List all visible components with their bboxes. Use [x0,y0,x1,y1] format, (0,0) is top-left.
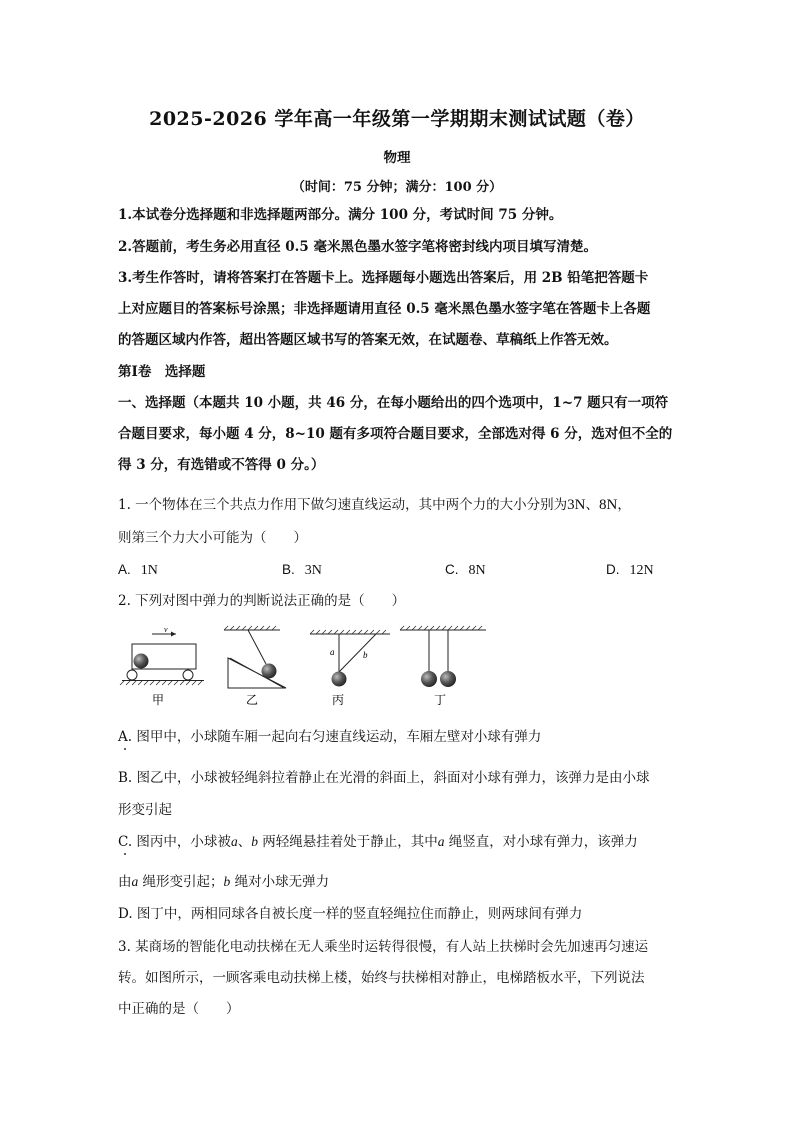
emphasis-dot [124,748,126,750]
option-letter: C. [445,562,459,577]
instruction-3-cont-1: 上对应题目的答案标号涂黑；非选择题请用直径 0.5 毫米黑色墨水签字笔在答题卡上各题 [118,301,651,317]
caption-ding: 丁 [434,693,447,707]
q2-option-b-line1[interactable]: B. 图乙中，小球被轻绳斜拉着静止在光滑的斜面上，斜面对小球有弹力，该弹力是由小球 [118,770,650,786]
q3-stem-line1: 3. 某商场的智能化电动扶梯在无人乘坐时运转得很慢，有人站上扶梯时会先加速再匀速运 [118,939,649,955]
q2-option-c-line1[interactable] [118,832,638,852]
q2-option-a[interactable]: A. 图甲中，小球随车厢一起向右匀速直线运动，车厢左壁对小球有弹力 [118,729,542,745]
q1-stem-line2: 则第三个力大小可能为（ ） [118,530,307,546]
part-label: 第Ⅰ卷 选择题 [118,364,206,380]
rope-a-ref: a [437,834,445,849]
caption-yi: 乙 [246,693,259,707]
time-info: （时间：75 分钟；满分：100 分） [291,180,503,195]
ball-icon [262,664,277,679]
ball-icon [332,672,347,687]
q2-figure [118,624,498,714]
figure-jia [120,625,204,707]
section-heading-2: 合题目要求，每小题 4 分，8~10 题有多项符合题目要求，全部选对得 6 分，选对但不全的 [118,426,673,442]
instruction-2: 2.答题前，考生务必用直径 0.5 毫米黑色墨水签字笔将密封线内项目填写清楚。 [118,239,597,255]
option-value: 1N [140,563,158,578]
figure-yi [224,626,286,707]
q1-force-a: 3N [567,497,586,513]
q1-option-c[interactable] [445,560,486,581]
q1-force-b: 8N [599,497,618,513]
option-text: 绳形变引起； [138,874,224,890]
instruction-1: 1.本试卷分选择题和非选择题两部分。满分 100 分，考试时间 75 分钟。 [118,207,563,223]
section-heading-1: 一、选择题（本题共 10 小题，共 46 分，在每小题给出的四个选项中，1~7 题只有一项符 [118,395,669,411]
q1-comma: ， [617,497,631,513]
option-value: 8N [468,563,486,578]
option-letter: B. [282,562,295,577]
ball-icon [421,671,437,687]
rope-a-ref: a [131,874,139,889]
wheel-icon [127,670,137,680]
velocity-label: v [164,625,168,634]
rope-b-ref: b [223,874,231,889]
ball-icon [134,654,149,669]
caption-bing: 丙 [332,693,345,707]
rope-a-label: a [330,647,335,657]
q1-option-b[interactable] [282,560,322,581]
instruction-3: 3.考生作答时，请将答案打在答题卡上。选择题每小题选出答案后，用 2B 铅笔把答题卡 [118,270,649,286]
subject-label: 物理 [383,150,411,166]
rope-a-ref: a [230,834,238,849]
rope-b-label: b [363,650,368,660]
option-letter: A. [118,562,131,577]
option-text: 、 [237,834,252,850]
option-value: 3N [304,563,322,578]
wheel-icon [183,670,193,680]
q1-option-d[interactable] [606,560,654,581]
option-value: 12N [629,563,654,578]
q1-separator: 、 [585,497,600,513]
q3-stem-line3: 中正确的是（ ） [118,1001,240,1017]
figure-bing [310,630,390,707]
ball-icon [440,671,456,687]
q2-option-b-line2: 形变引起 [118,802,172,818]
q2-option-c-line2 [118,872,329,892]
q1-stem-text: 1. 一个物体在三个共点力作用下做匀速直线运动，其中两个力的大小分别为 [118,497,568,513]
option-text: 由 [118,874,132,890]
option-letter: D. [606,562,620,577]
q1-stem-line1 [118,495,631,515]
page-title: 2025-2026 学年高一年级第一学期期末测试试题（卷） [149,108,645,130]
section-heading-3: 得 3 分，有选错或不答得 0 分。） [118,457,325,473]
q1-option-a[interactable] [118,560,158,581]
q3-stem-line2: 转。如图所示，一顾客乘电动扶梯上楼，始终与扶梯相对静止，电梯踏板水平，下列说法 [118,970,645,986]
option-text: C. 图丙中，小球被 [118,834,231,850]
figure-ding [400,626,486,707]
emphasis-dot [124,853,126,855]
option-text: 绳竖直，对小球有弹力，该弹力 [444,834,638,850]
option-text: 两轻绳悬挂着处于静止，其中 [257,834,438,850]
instruction-3-cont-2: 的答题区域内作答，超出答题区域书写的答案无效，在试题卷、草稿纸上作答无效。 [118,332,618,348]
q2-option-d[interactable]: D. 图丁中，两相同球各自被长度一样的竖直轻绳拉住而静止，则两球间有弹力 [118,906,583,922]
option-text: 绳对小球无弹力 [230,874,330,890]
caption-jia: 甲 [152,693,165,707]
q2-stem: 2. 下列对图中弹力的判断说法正确的是（ ） [118,593,406,609]
rope-b-ref: b [251,834,258,849]
